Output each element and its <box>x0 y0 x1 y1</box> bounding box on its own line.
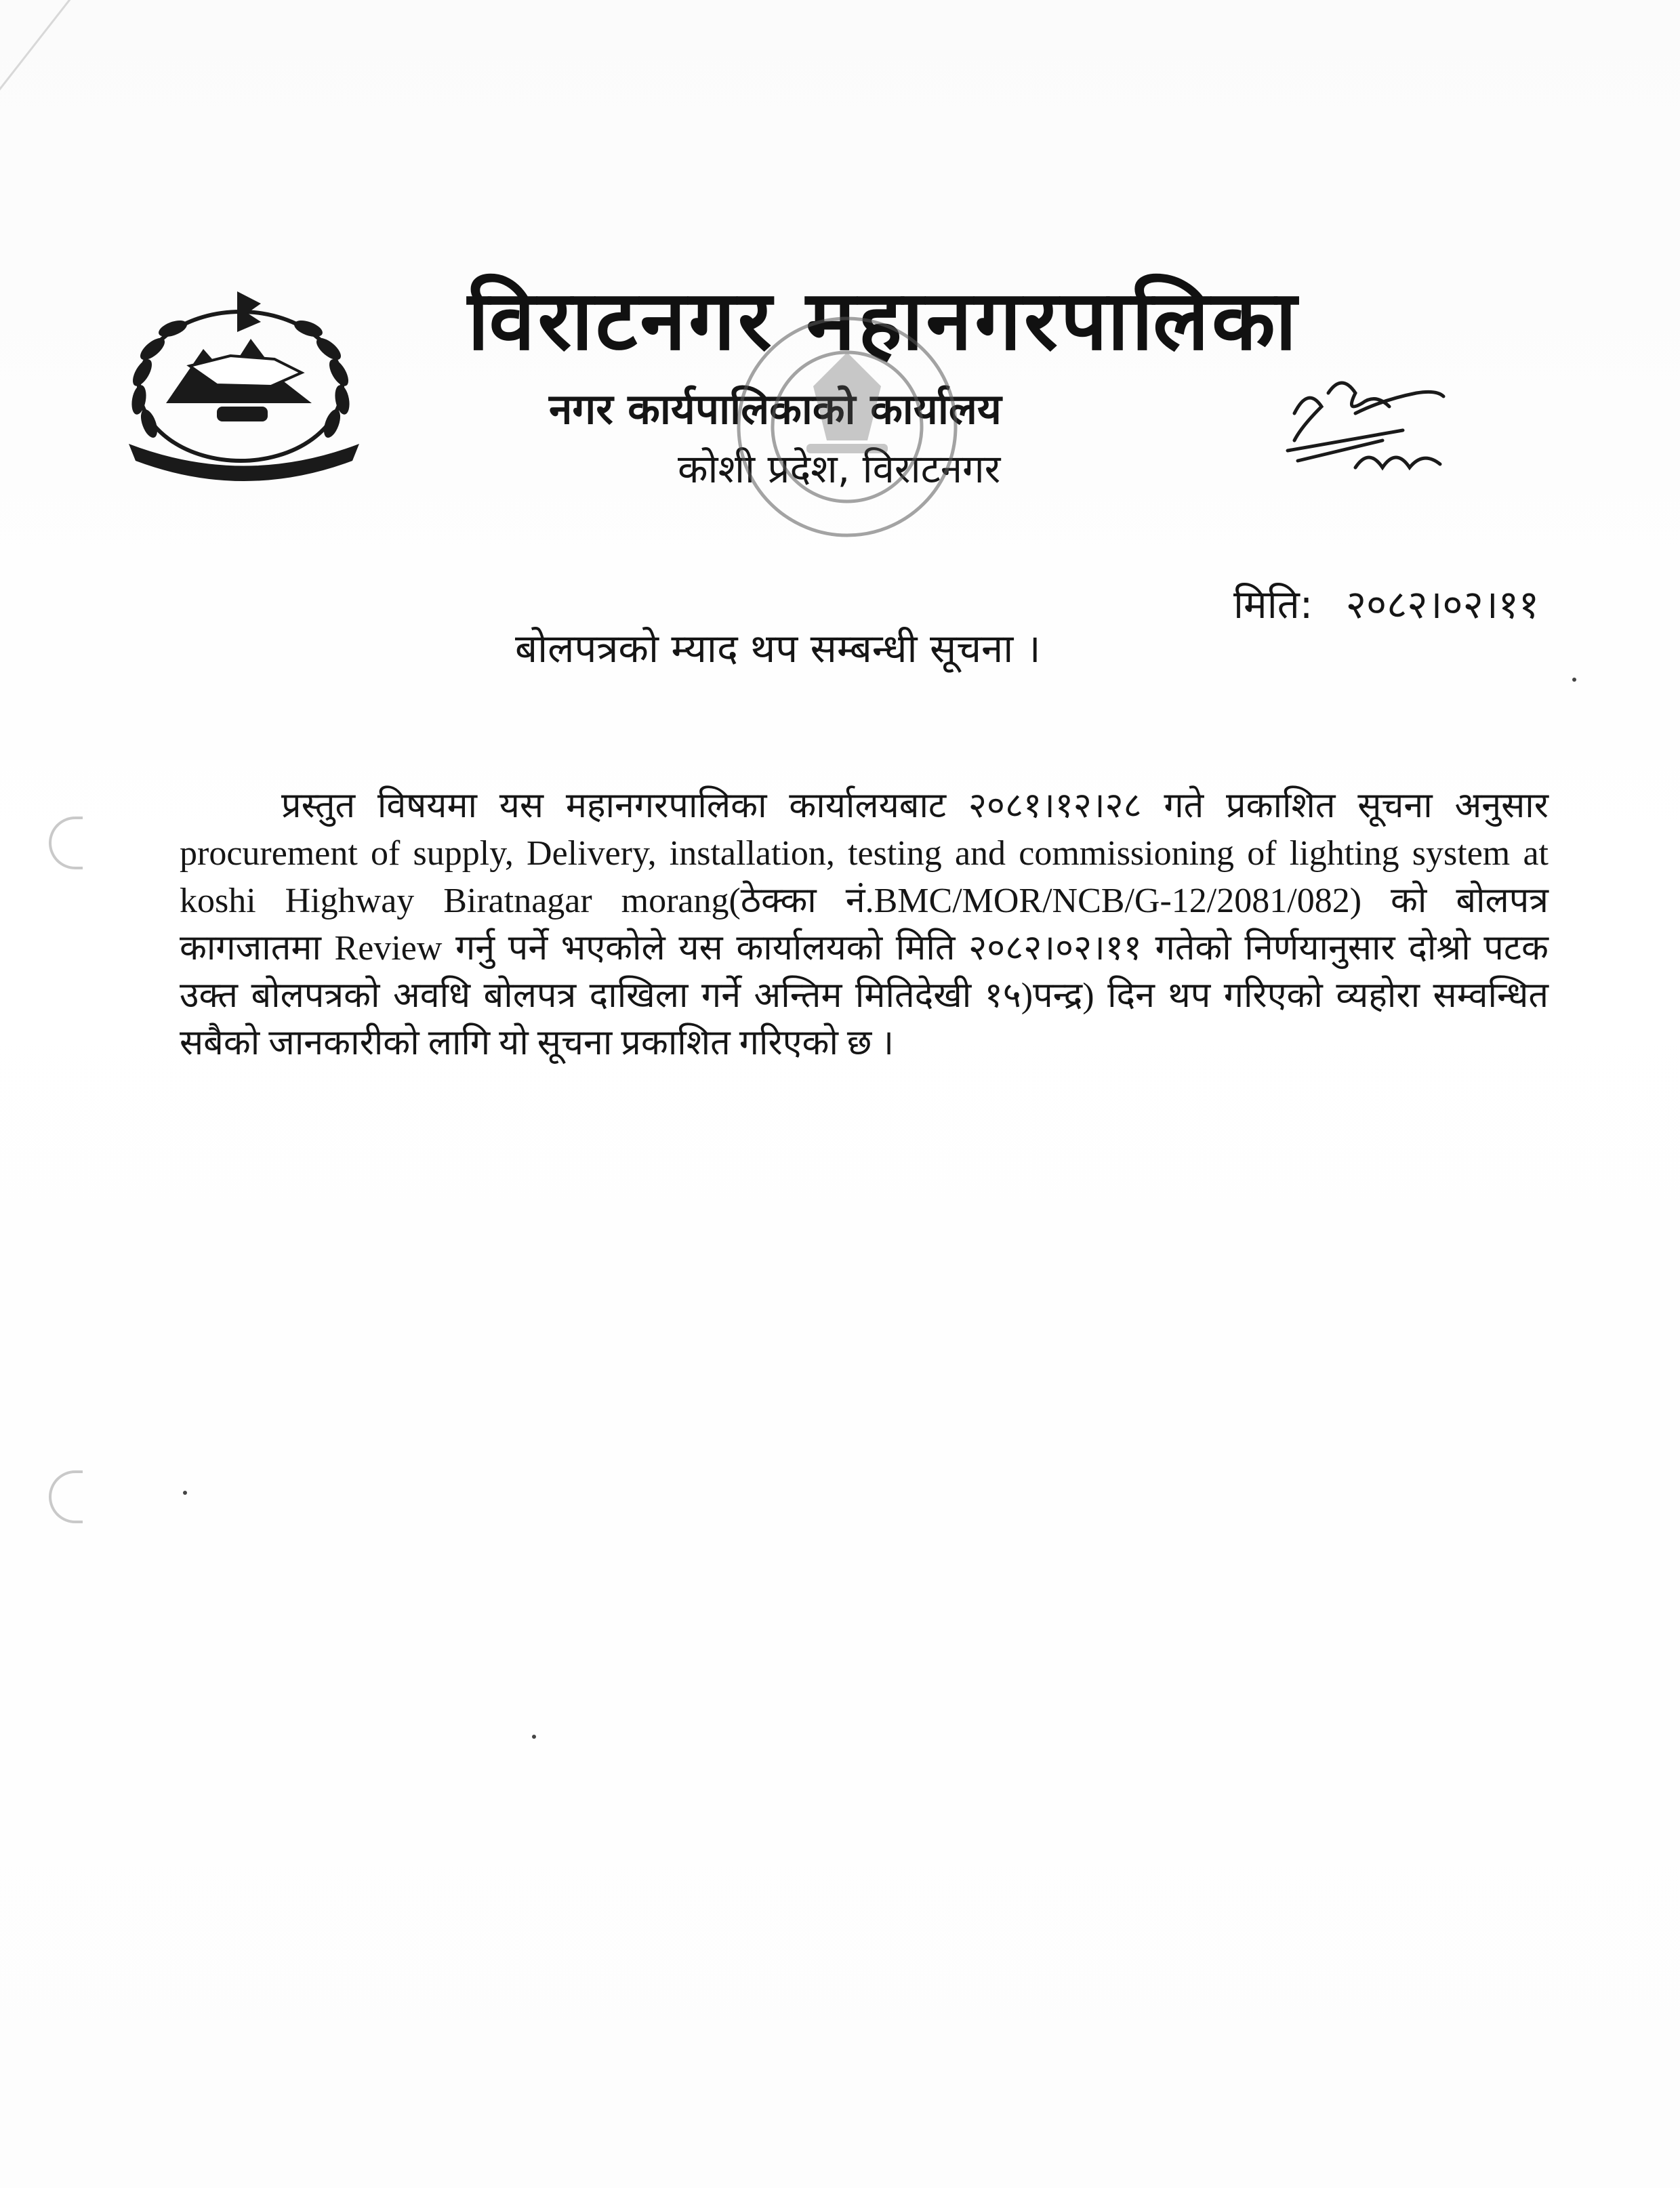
office-subtitle: नगर कार्यपालिकाको कार्यालय <box>549 384 1002 434</box>
dust-speck <box>532 1735 536 1739</box>
notice-body: प्रस्तुत विषयमा यस महानगरपालिका कार्यालयबाट २०८१।१२।२८ गते प्रकाशित सूचना अनुसार procurement of supply, Delivery, installation, testing and commissioning of lighting system at koshi Highway Biratnagar morang(ठेक्का नं.BMC/MOR/NCB/G-12/2081/082) को बोलपत्र कागजातमा Review गर्नु पर्ने भएकोले यस कार्यालयको मिति २०८२।०२।११ गतेको निर्णयानुसार दोश्रो पटक उक्त बोलपत्रको अवधि बोलपत्र दाखिला गर्ने अन्तिम मितिदेखी १५)पन्द्र) दिन थप गरिएको व्यहोरा सम्वन्धित सबैको जानकारीको लागि यो सूचना प्रकाशित गरिएको छ । <box>180 787 1549 1062</box>
punch-hole-mark <box>49 817 83 869</box>
office-title: विराटनगर महानगरपालिका <box>468 272 1300 369</box>
nepal-emblem-icon <box>115 285 373 481</box>
paper-fold-mark <box>0 0 150 123</box>
dust-speck <box>1572 678 1576 682</box>
date-label: मिति: <box>1233 581 1313 627</box>
notice-subject: बोलपत्रको म्याद थप सम्बन्धी सूचना । <box>515 625 1041 672</box>
handwritten-signature-icon <box>1281 366 1457 488</box>
dust-speck <box>183 1491 187 1495</box>
office-address: कोशी प्रदेश, विराटनगर <box>678 446 1001 492</box>
punch-hole-mark <box>49 1470 83 1523</box>
office-seal-stamp-icon <box>725 305 969 549</box>
notice-date <box>1233 576 1539 629</box>
date-value: २०८२।०२।११ <box>1345 581 1540 627</box>
